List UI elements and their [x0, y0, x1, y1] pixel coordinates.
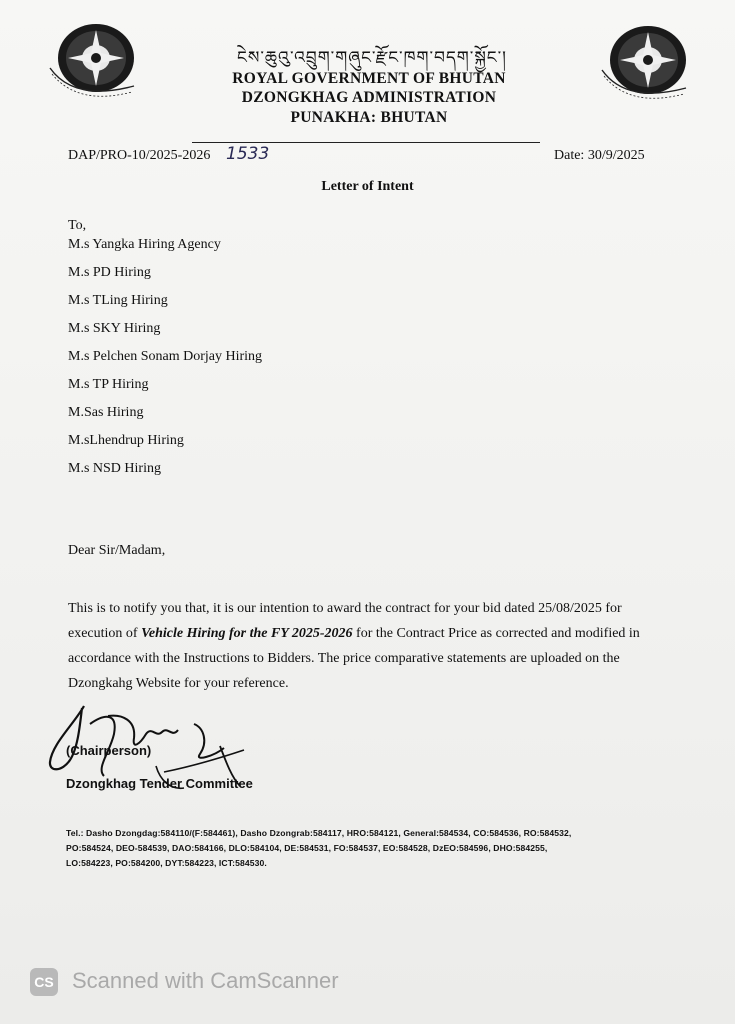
- recipient-item: M.sLhendrup Hiring: [68, 433, 184, 448]
- contact-line: PO:584524, DEO-584539, DAO:584166, DLO:584104, DE:584531, FO:584537, EO:584528, DzEO:584596, DHO:584255,: [66, 843, 548, 853]
- recipient-item: M.s TP Hiring: [68, 377, 149, 392]
- body-text-1: This is to notify you that, it is our intention to award the contract for your bid dated 25/08/2025 for execution of: [68, 601, 622, 641]
- recipient-item: M.Sas Hiring: [68, 405, 144, 420]
- recipient-item: M.s SKY Hiring: [68, 321, 161, 336]
- bhutan-emblem-icon: [44, 18, 140, 104]
- letter-body: [68, 596, 648, 696]
- letterhead-administration: DZONGKHAG ADMINISTRATION: [241, 89, 497, 106]
- contact-footer: [66, 826, 666, 871]
- camscanner-logo-icon: CS: [30, 968, 58, 996]
- body-text-2: for the Contract Price as corrected and modified in accordance with the Instructions to Bidders. The price comparative statements are uploaded on the Dzongkahg Website for your reference.: [68, 626, 640, 691]
- letterhead-government: ROYAL GOVERNMENT OF BHUTAN: [232, 70, 506, 87]
- recipient-item: M.s PD Hiring: [68, 265, 151, 280]
- to-label: To,: [68, 218, 87, 233]
- recipient-item: M.s NSD Hiring: [68, 461, 161, 476]
- contact-line: Tel.: Dasho Dzongdag:584110/(F:584461), Dasho Dzongrab:584117, HRO:584121, General:584534, CO:584536, RO:584532,: [66, 828, 572, 838]
- recipient-item: M.s TLing Hiring: [68, 293, 168, 308]
- salutation: Dear Sir/Madam,: [68, 543, 166, 558]
- signatory-committee: Dzongkhag Tender Committee: [66, 776, 253, 791]
- reference-handwritten-number: 1533: [226, 144, 270, 164]
- contact-line: LO:584223, PO:584200, DYT:584223, ICT:584530.: [66, 858, 267, 868]
- scanner-watermark: Scanned with CamScanner: [72, 968, 339, 993]
- letterhead-divider: [192, 142, 540, 143]
- signatory-role: (Chairperson): [66, 743, 152, 758]
- letter-title: Letter of Intent: [321, 179, 414, 194]
- letter-date: Date: 30/9/2025: [554, 148, 645, 163]
- reference-number: DAP/PRO-10/2025-2026: [68, 148, 211, 163]
- dzongkha-letterhead: ངེས་ཆུའུ་འབྲུག་གཞུང་རྫོང་ཁག་བདག་སྐྱོང་།: [237, 48, 507, 68]
- letterhead-location: PUNAKHA: BHUTAN: [290, 109, 448, 126]
- recipient-item: M.s Pelchen Sonam Dorjay Hiring: [68, 349, 263, 364]
- recipient-list: [68, 235, 278, 487]
- body-emphasis: Vehicle Hiring for the FY 2025-2026: [141, 626, 353, 641]
- recipient-item: M.s Yangka Hiring Agency: [68, 237, 221, 252]
- bhutan-emblem-icon: [596, 20, 692, 106]
